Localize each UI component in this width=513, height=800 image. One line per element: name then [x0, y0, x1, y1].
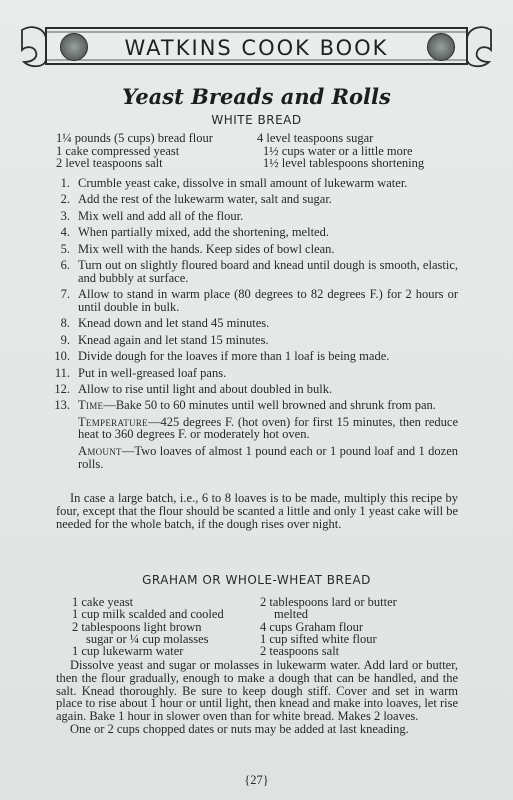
ingredient: melted — [274, 607, 309, 622]
white-bread-title: WHITE BREAD — [211, 113, 302, 127]
ingredient: 1 cake compressed yeast — [56, 143, 180, 158]
ingredient-row — [56, 157, 424, 170]
ingredients-left-column — [72, 596, 224, 657]
white-bread-ingredients — [56, 132, 424, 170]
ingredient: 2 tablespoons light brown — [72, 619, 202, 634]
book-title: WATKINS COOK BOOK — [124, 36, 389, 60]
step: 4. When partially mixed, add the shortening, melted. — [60, 225, 329, 240]
graham-bread-title: GRAHAM OR WHOLE-WHEAT BREAD — [142, 573, 371, 587]
time-label: Time — [78, 398, 104, 413]
ingredient: 1 cup lukewarm water — [72, 644, 184, 659]
ingredient: 1½ cups water or a little more — [263, 143, 413, 158]
step: 13. Time—Bake 50 to 60 minutes until well browned and shrunk from pan. — [54, 398, 436, 413]
step: 1. Crumble yeast cake, dissolve in small amount of lukewarm water. — [60, 176, 408, 190]
temperature-note: Temperature—425 degrees F. (hot oven) for first 15 minutes, then reduce heat to 360 degrees F. or moderately hot oven. — [78, 414, 458, 442]
white-bread-steps — [48, 177, 458, 474]
graham-instructions: Dissolve yeast and sugar or molasses in lukewarm water. Add lard or butter, then the flour gradually, enough to make a dough that can be handled, and the salt. Knead thoroughly. Be sure to keep dough stiff. Cover and set in warm place to rise about 1 hour or until light, then knead and make into loaves, let rise again. Bake 1 hour in slower oven than for white bread. Makes 2 loaves. One or 2 cups chopped dates or nuts may be added at last kneading. — [56, 658, 458, 736]
step: 6. Turn out on slightly floured board and knead until dough is smooth, elastic, and bubbly at surface. — [60, 257, 458, 285]
ingredient: 1 cup milk scalded and cooled — [72, 607, 224, 622]
ingredient: 4 cups Graham flour — [260, 619, 364, 634]
page-number: {27} — [244, 773, 269, 787]
step: 8. Knead down and let stand 45 minutes. — [60, 316, 270, 331]
ingredient: 2 tablespoons lard or butter — [260, 595, 397, 609]
ingredient: 1 cake yeast — [72, 595, 134, 609]
ingredients-right-column — [260, 596, 397, 657]
step: 10. Divide dough for the loaves if more than 1 loaf is being made. — [54, 349, 390, 364]
step: 2. Add the rest of the lukewarm water, salt and sugar. — [60, 192, 332, 207]
step: 5. Mix well with the hands. Keep sides of bowl clean. — [60, 241, 335, 256]
chapter-title: Yeast Breads and Rolls — [122, 84, 391, 109]
amount-note: Amount—Two loaves of almost 1 pound each or 1 pound loaf and 1 dozen rolls. — [78, 443, 458, 471]
ingredient: 4 level teaspoons sugar — [257, 131, 374, 145]
ingredient: 1½ level tablespoons shortening — [263, 156, 425, 170]
header-banner — [18, 22, 495, 72]
graham-note: One or 2 cups chopped dates or nuts may be added at last kneading. — [70, 721, 409, 736]
amount-label: Amount — [78, 443, 122, 458]
step: 11. Put in well-greased loaf pans. — [54, 365, 227, 380]
ingredient: 1 cup sifted white flour — [260, 631, 377, 646]
step: 3. Mix well and add all of the flour. — [60, 208, 244, 223]
step: 9. Knead again and let stand 15 minutes. — [60, 332, 269, 347]
large-batch-paragraph: In case a large batch, i.e., 6 to 8 loaves is to be made, multiply this recipe by four, except that the flour should be scanted a little and only 1 yeast cake will be needed for the whole batch, if the dough rises over night. — [56, 491, 458, 531]
ingredient-row — [56, 132, 424, 145]
step: 12. Allow to rise until light and about doubled in bulk. — [54, 381, 333, 396]
ingredient: 2 teaspoons salt — [260, 644, 340, 659]
temperature-label: Temperature — [78, 414, 148, 429]
ingredient: 2 level teaspoons salt — [56, 156, 163, 170]
ingredient: sugar or ¼ cup molasses — [86, 631, 209, 646]
ingredient: 1¼ pounds (5 cups) bread flour — [56, 131, 213, 145]
step: 7. Allow to stand in warm place (80 degrees to 82 degrees F.) for 2 hours or until double in bulk. — [60, 287, 458, 314]
